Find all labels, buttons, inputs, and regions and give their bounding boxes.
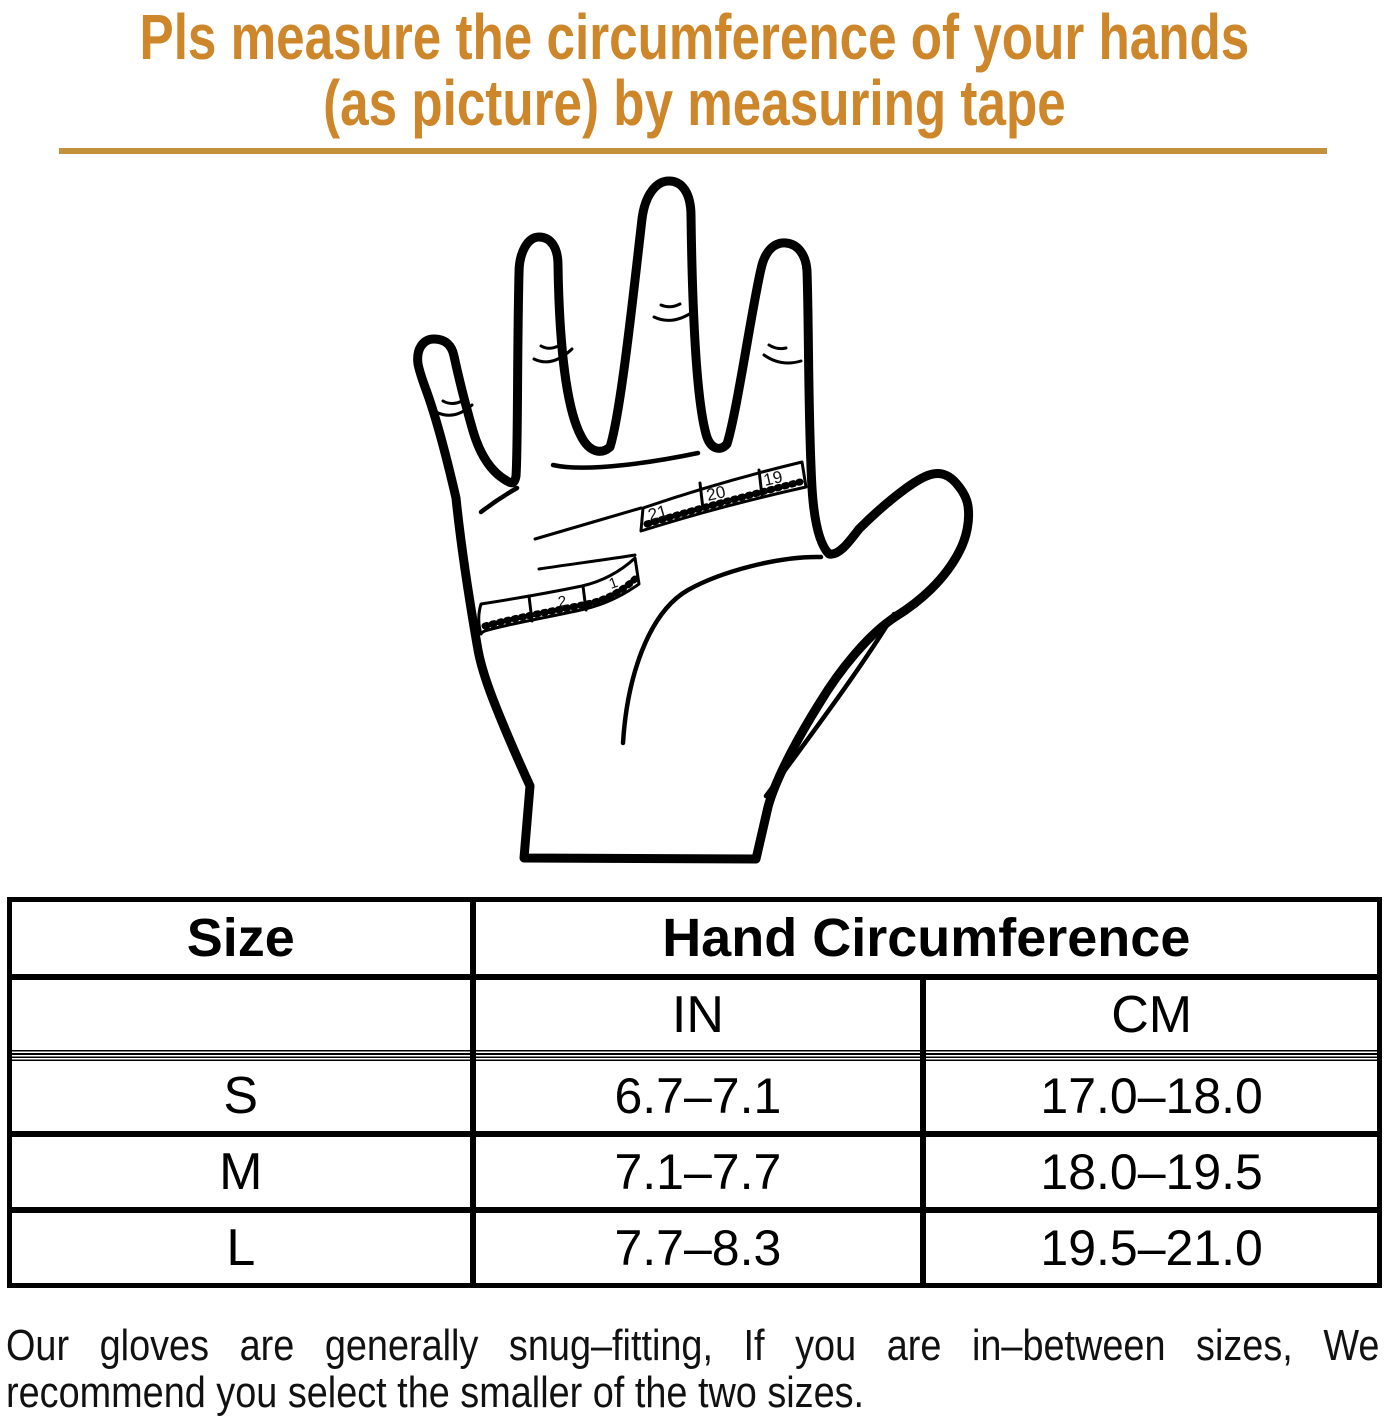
tape-label-1: 1	[606, 573, 621, 593]
size-value: M	[10, 1134, 473, 1210]
size-value: L	[226, 1219, 256, 1277]
measuring-tape-lower	[479, 558, 639, 634]
size-chart-table	[7, 897, 1382, 1288]
page-title-line2: (as picture) by measuring tape	[323, 67, 1066, 139]
hand-measurement-figure	[378, 158, 1018, 898]
tape-label-19: 19	[761, 467, 785, 490]
cm-value: 19.5–21.0	[923, 1210, 1379, 1286]
knuckle-crease	[553, 453, 698, 468]
cm-value: 17.0–18.0	[923, 1061, 1379, 1134]
title-underline	[59, 148, 1327, 154]
tape-label-21: 21	[645, 501, 670, 525]
pinky-base-crease	[481, 488, 517, 512]
in-value: 6.7–7.1	[473, 1061, 924, 1134]
unit-cm-header: CM	[923, 977, 1379, 1050]
unit-in-header: IN	[473, 977, 924, 1050]
tape-label-20: 20	[704, 482, 728, 505]
fit-note	[6, 1322, 1379, 1416]
size-value: S	[10, 1061, 473, 1134]
measuring-tape-upper	[535, 462, 806, 569]
tape-label-2: 2	[556, 592, 568, 611]
in-value: 7.1–7.7	[473, 1134, 924, 1210]
table-row-l	[10, 1210, 1380, 1286]
fit-note-line2: recommend you select the smaller of the two sizes.	[6, 1368, 865, 1417]
page-title	[0, 1, 1389, 139]
double-rule-divider	[10, 1050, 1380, 1061]
table-row-s	[10, 1061, 1380, 1134]
table-row-m	[10, 1134, 1380, 1210]
size-column-header: Size	[10, 900, 473, 978]
cm-value: 18.0–19.5	[923, 1134, 1379, 1210]
empty-header-cell	[10, 977, 473, 1050]
life-line-crease	[623, 557, 821, 743]
in-value: 7.7–8.3	[473, 1210, 924, 1286]
thumb-base-crease	[766, 614, 894, 796]
hand-outline	[418, 181, 969, 859]
page-title-line1: Pls measure the circumference of your hands	[139, 1, 1250, 73]
hand-circumference-header: Hand Circumference	[473, 900, 1380, 978]
fit-note-line1: Our gloves are generally snug–fitting, If you are in–between sizes, We	[6, 1321, 1380, 1370]
